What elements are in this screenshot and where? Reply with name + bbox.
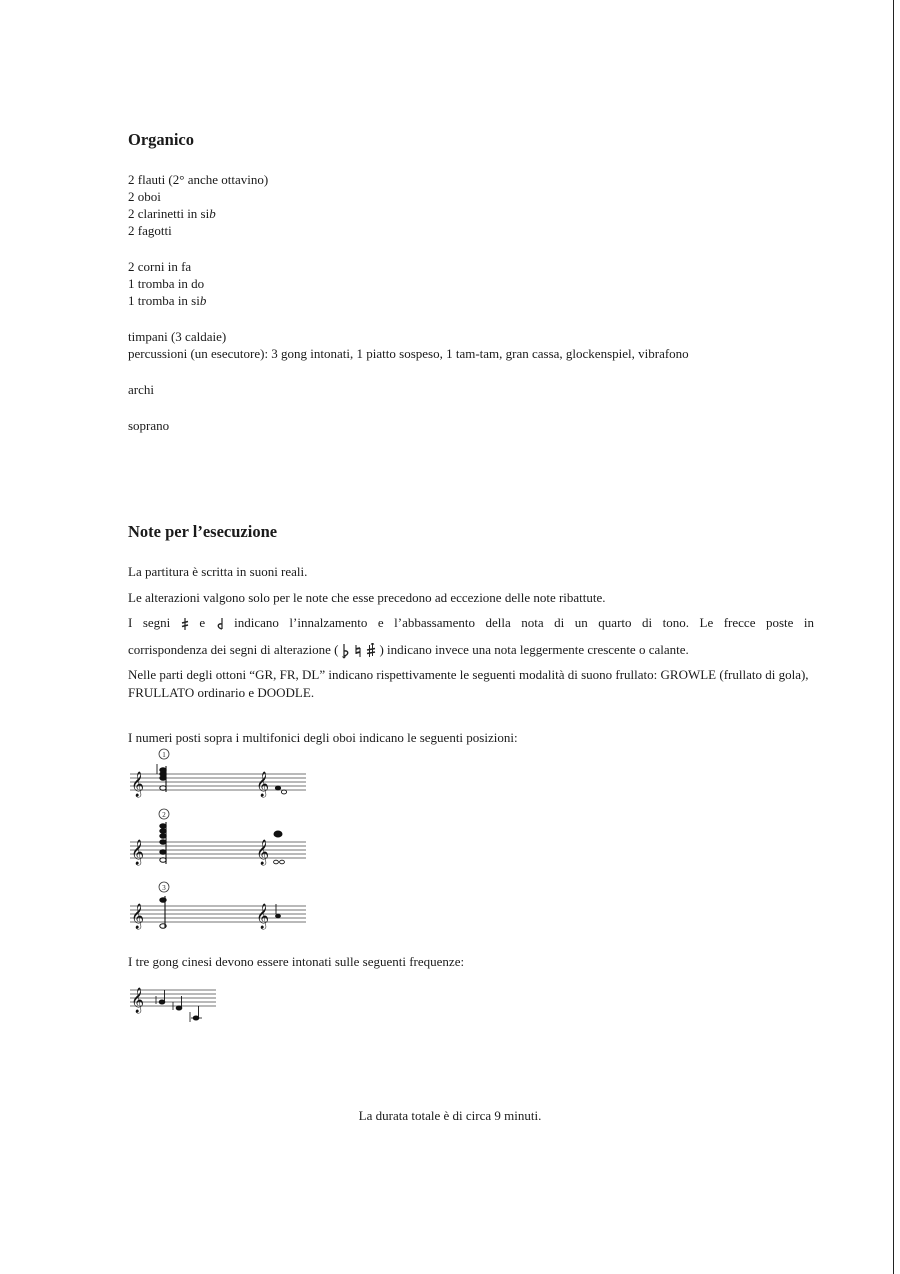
svg-text:3: 3 — [162, 884, 166, 892]
treble-clef-icon: 𝄞 — [256, 840, 270, 865]
quarter-flat-icon — [216, 617, 224, 631]
instrument-horns: 2 corni in fa — [128, 259, 192, 274]
quarter-sharp-icon — [181, 617, 189, 631]
instrument-flutes: 2 flauti (2° anche ottavino) — [128, 172, 269, 187]
position-marker-3 — [159, 882, 169, 892]
instrument-bassoons: 2 fagotti — [128, 223, 172, 238]
arrow-sharp-icon — [366, 643, 376, 659]
treble-clef-icon: 𝄞 — [131, 904, 145, 929]
treble-clef-icon: 𝄞 — [131, 772, 145, 797]
treble-clef-icon: 𝄞 — [256, 772, 270, 797]
svg-text:2: 2 — [162, 811, 166, 819]
total-duration: La durata totale è di circa 9 minuti. — [358, 1108, 542, 1123]
instrument-timpani: timpani (3 caldaie) — [128, 329, 227, 344]
multiphonic-staff-1 — [128, 744, 318, 806]
multiphonic-chord-3 — [160, 896, 166, 928]
note-p6: I tre gong cinesi devono essere intonati sulle seguenti frequenze: — [128, 954, 465, 969]
instrument-voice: soprano — [128, 418, 170, 433]
organico-title: Organico — [128, 130, 194, 149]
svg-text:1: 1 — [162, 751, 166, 759]
note-p3-line1: I segni e indicano l’innalzamento e l’abbassamento della nota di un quarto di tono. Le frecce poste in — [128, 615, 815, 630]
instrument-clarinets: 2 clarinetti in sib — [128, 206, 216, 221]
arrow-natural-icon — [354, 643, 363, 659]
multiphonic-sound-2 — [274, 831, 285, 864]
instrument-trumpet-c: 1 tromba in do — [128, 276, 205, 291]
treble-clef-icon: 𝄞 — [256, 904, 270, 929]
gong-tuning-staff — [128, 980, 228, 1024]
treble-clef-icon: 𝄞 — [131, 840, 145, 865]
note-p4: Nelle parti degli ottoni “GR, FR, DL” indicano rispettivamente le seguenti modalità di suono frullato: GROWLE (frullato di gola), FRULLATO ordinario e DOODLE. — [128, 667, 809, 700]
page-edge — [893, 0, 894, 1274]
gong-note-3 — [190, 1006, 202, 1022]
note-p3-line2: corrispondenza dei segni di alterazione ( ) indicano invece una nota leggermente crescente o calante. — [128, 641, 689, 659]
note-p2: Le alterazioni valgono solo per le note che esse precedono ad eccezione delle note ribattute. — [128, 590, 606, 605]
position-marker-2 — [159, 809, 169, 819]
instrument-oboes: 2 oboi — [128, 189, 161, 204]
instrument-trumpet-bflat: 1 tromba in sib — [128, 293, 207, 308]
multiphonic-staff-2 — [128, 806, 318, 872]
multiphonic-staff-3 — [128, 878, 318, 934]
arrow-flat-icon — [342, 643, 351, 659]
note-p1: La partitura è scritta in suoni reali. — [128, 564, 308, 579]
instrument-strings: archi — [128, 382, 154, 397]
instrument-percussion: percussioni (un esecutore): 3 gong intonati, 1 piatto sospeso, 1 tam-tam, gran cassa, glockenspiel, vibrafono — [128, 346, 689, 361]
position-marker-1 — [159, 749, 169, 759]
multiphonic-chord-2 — [160, 822, 166, 864]
note-title: Note per l’esecuzione — [128, 522, 278, 541]
note-p5: I numeri posti sopra i multifonici degli oboi indicano le seguenti posizioni: — [128, 730, 518, 745]
treble-clef-icon: 𝄞 — [131, 988, 145, 1013]
